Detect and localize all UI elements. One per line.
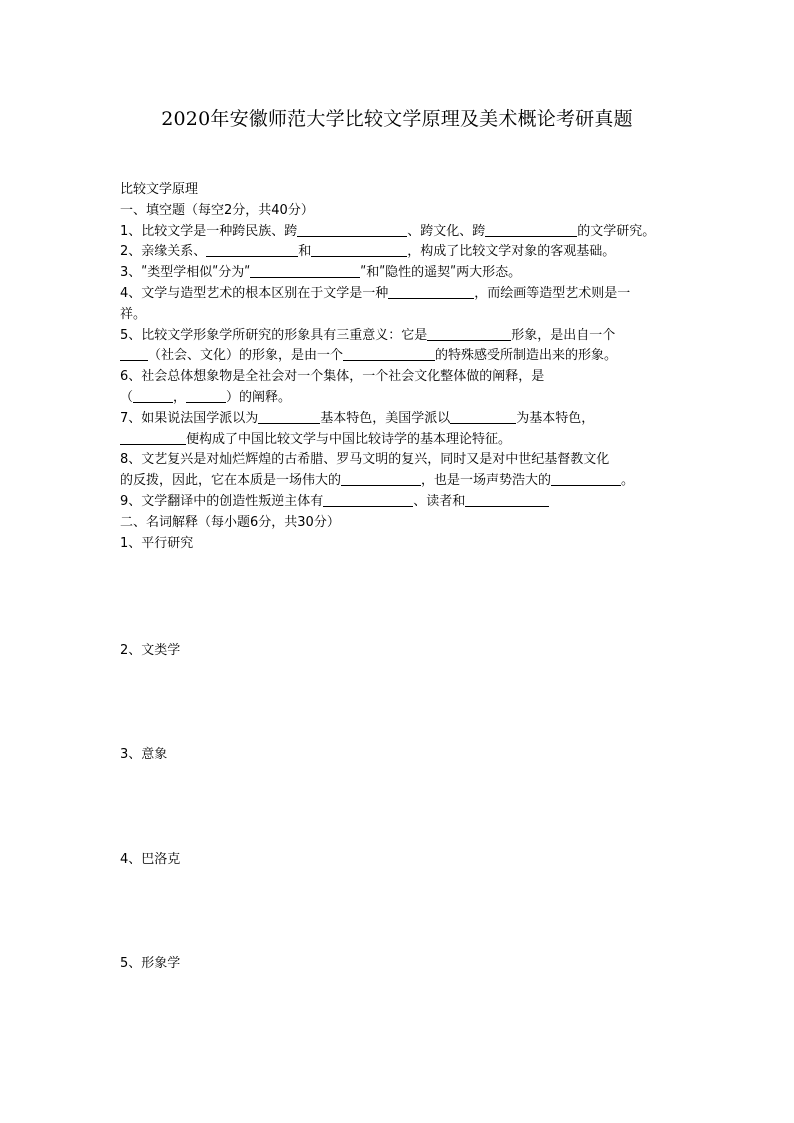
q8-text-c: ，也是一场声势浩大的 <box>421 473 552 489</box>
term-1: 1、平行研究 <box>120 535 194 551</box>
question-6 <box>120 367 680 388</box>
q6-open-paren: （ <box>120 389 134 405</box>
question-1 <box>120 222 680 243</box>
q6-blank-1 <box>133 389 173 403</box>
subject-heading: 比较文学原理 <box>120 182 199 197</box>
question-7-cont <box>120 430 680 451</box>
page-title: 2020年安徽师范大学比较文学原理及美术概论考研真题 <box>161 108 633 130</box>
question-7 <box>120 409 680 430</box>
q6-blank-2 <box>186 389 226 403</box>
q2-text-c: ，构成了比较文学对象的客观基础。 <box>407 244 616 260</box>
question-4 <box>120 284 680 305</box>
q5-blank-3 <box>343 347 435 361</box>
question-2 <box>120 242 680 263</box>
q8-text-b: 的反拨，因此，它在本质是一场伟大的 <box>120 473 342 489</box>
q6-close-text: ）的阐释。 <box>226 389 292 405</box>
q5-text-a: 5、比较文学形象学所研究的形象具有三重意义：它是 <box>120 327 428 343</box>
q6-text-a: 6、社会总体想象物是全社会对一个集体，一个社会文化整体做的阐释，是 <box>120 369 545 385</box>
question-8 <box>120 450 680 471</box>
question-5 <box>120 326 680 347</box>
q1-blank-2 <box>485 223 577 237</box>
term-4: 4、巴洛克 <box>120 852 181 867</box>
q9-text-b: 、读者和 <box>413 493 466 509</box>
q7-blank-3 <box>120 431 186 445</box>
q4-blank-1 <box>388 285 474 299</box>
q8-text-d: 。 <box>621 473 635 489</box>
term-2: 2、文类学 <box>120 643 181 658</box>
q7-blank-2 <box>450 410 516 424</box>
question-5-cont <box>120 346 680 367</box>
q5-text-b: 形象，是出自一个 <box>511 327 616 343</box>
q7-blank-1 <box>258 410 320 424</box>
q2-text-b: 和 <box>298 244 312 260</box>
q3-blank-1 <box>250 264 360 278</box>
q8-blank-1 <box>341 472 421 486</box>
exam-content <box>120 180 680 554</box>
q4-text-b: ，而绘画等造型艺术则是一 <box>474 285 631 301</box>
term-5: 5、形象学 <box>120 956 181 971</box>
q1-text-a: 1、比较文学是一种跨民族、跨 <box>120 223 298 239</box>
section2-heading: 二、名词解释（每小题6分，共30分） <box>120 514 340 530</box>
q7-text-b: 基本特色，美国学派以 <box>320 410 451 426</box>
q9-blank-2 <box>465 493 549 507</box>
q2-text-a: 2、亲缘关系、 <box>120 244 207 260</box>
q5-blank-1 <box>427 327 511 341</box>
q1-blank-1 <box>297 223 407 237</box>
q8-text-a: 8、文艺复兴是对灿烂辉煌的古希腊、罗马文明的复兴，同时又是对中世纪基督教文化 <box>120 452 610 468</box>
q5-text-c: （社会、文化）的形象，是由一个 <box>148 348 344 364</box>
q3-text-a: 3、ʺ类型学相似ʺ分为ʺ <box>120 265 251 281</box>
question-6-cont <box>120 388 680 409</box>
q9-blank-1 <box>323 493 413 507</box>
q9-text-a: 9、文学翻译中的创造性叛逆主体有 <box>120 493 324 509</box>
q2-blank-2 <box>311 243 407 257</box>
q7-text-d: 便构成了中国比较文学与中国比较诗学的基本理论特征。 <box>186 431 512 447</box>
q1-text-c: 的文学研究。 <box>577 223 656 239</box>
question-8-cont <box>120 471 680 492</box>
q1-text-b: 、跨文化、跨 <box>407 223 486 239</box>
q5-text-d: 的特殊感受所制造出来的形象。 <box>435 348 618 364</box>
question-4-cont <box>120 305 680 326</box>
q3-text-b: ʺ和ʺ隐性的遥契ʺ两大形态。 <box>360 265 522 281</box>
question-9 <box>120 492 680 513</box>
q4-text-a: 4、文学与造型艺术的根本区别在于文学是一种 <box>120 285 389 301</box>
q2-blank-1 <box>206 243 298 257</box>
question-3 <box>120 263 680 284</box>
q4-text-c: 祥。 <box>120 306 147 322</box>
q6-comma: ， <box>173 389 187 405</box>
section1-heading: 一、填空题（每空2分，共40分） <box>120 202 314 218</box>
q5-blank-2 <box>120 347 148 361</box>
q7-text-c: 为基本特色， <box>516 410 595 426</box>
term-3: 3、意象 <box>120 747 168 762</box>
q7-text-a: 7、如果说法国学派以为 <box>120 410 259 426</box>
q8-blank-2 <box>551 472 621 486</box>
